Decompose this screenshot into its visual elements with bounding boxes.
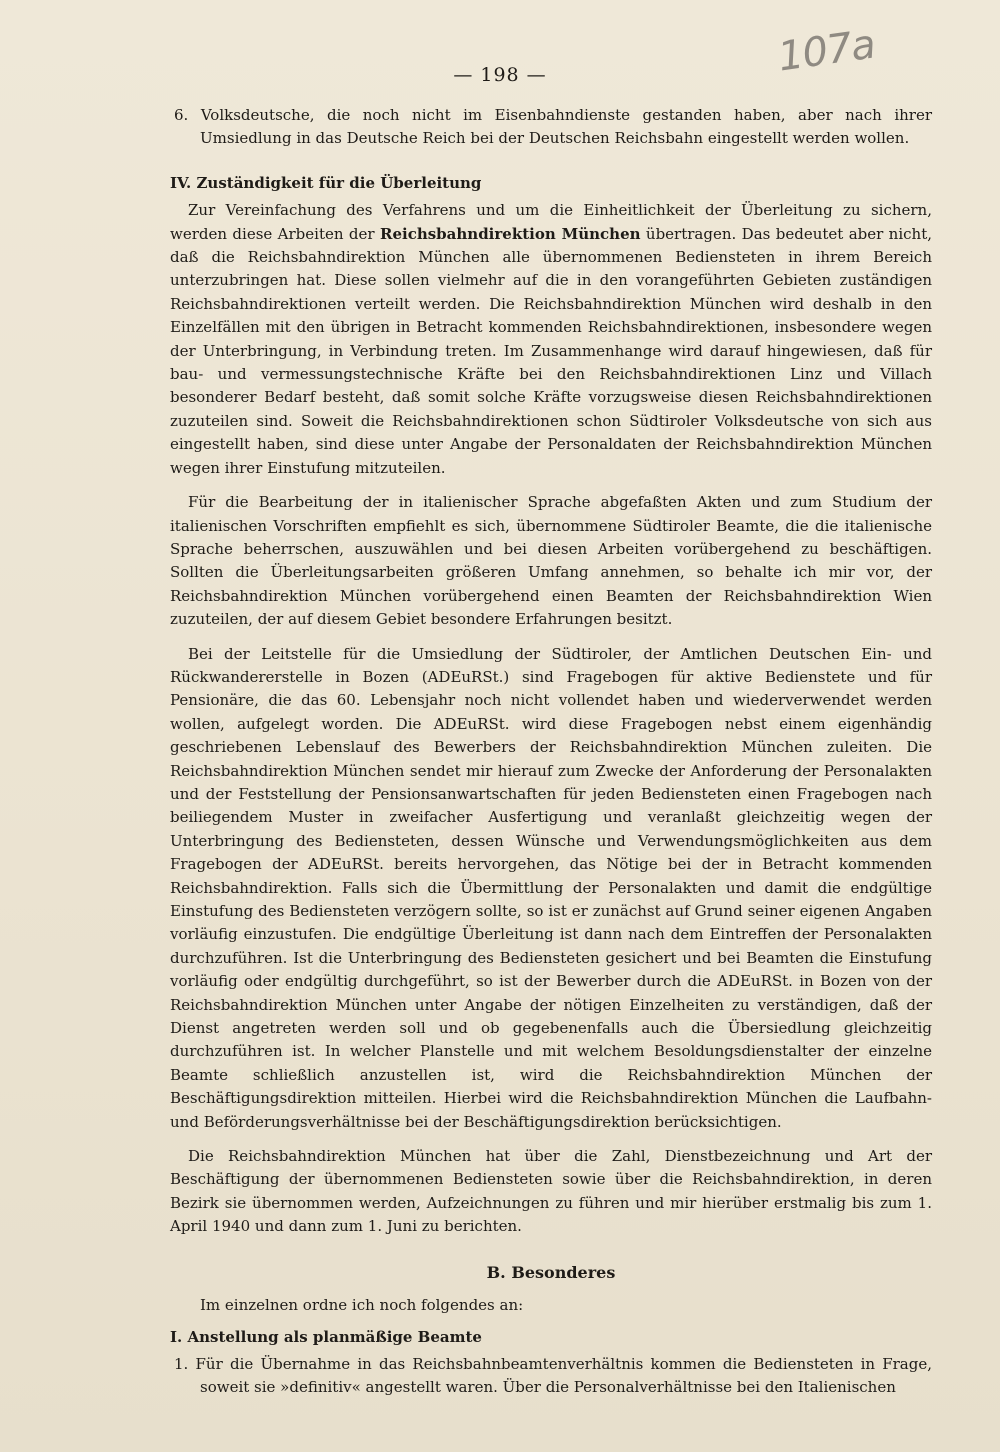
emphasized-term: Reichsbahndirektion München bbox=[379, 224, 641, 243]
page-body bbox=[170, 104, 932, 1400]
list-item-6: 6. Volksdeutsche, die noch nicht im Eisenbahndienste gestanden haben, aber nach ihrer Umsiedlung in das Deutsche Reich bei der Deutschen Reichsbahn eingestellt werden wollen. bbox=[174, 106, 932, 148]
subsection-heading: I. Anstellung als planmäßige Beamte bbox=[170, 1327, 482, 1346]
paragraph-text: Zur Vereinfachung des Verfahrens und um die Einheitlichkeit der Überleitung zu sichern, werden diese Arbeiten der bbox=[170, 201, 932, 243]
paragraph-text: übertragen. Das bedeutet aber nicht, daß die Reichsbahndirektion München alle übernommenen Bediensteten in ihrem Bereich unterzubringen hat. Diese sollen vielmehr auf die in den vorangeführten Gebieten zuständigen Reichsbahndirektionen verteilt werden. Die Reichsbahndirektion München wird deshalb in den Einzelfällen mit den übrigen in Betracht kommenden Reichsbahndirektionen, insbesondere wegen der Unterbringung, in Verbindung treten. Im Zusammenhange wird darauf hingewiesen, daß für bau- und vermessungstechnische Kräfte bei den Reichsbahndirektionen Linz und Villach besonderer Bedarf besteht, daß somit solche Kräfte vorzugsweise diesen Reichsbahndirektionen zuzuteilen sind. Soweit die Reichsbahndirektionen schon Südtiroler Volksdeutsche von sich aus eingestellt haben, sind diese unter Angabe der Personaldaten der Reichsbahndirektion München wegen ihrer Einstufung mitzuteilen. bbox=[170, 224, 932, 477]
section-b-heading: B. Besonderes bbox=[486, 1262, 616, 1282]
paragraph: Bei der Leitstelle für die Umsiedlung der Südtiroler, der Amtlichen Deutschen Ein- und Rückwandererstelle in Bozen (ADEuRSt.) sind Fragebogen für aktive Bedienstete und für Pensionäre, die das 60. Lebensjahr noch nicht vollendet haben und wiederverwendet werden wollen, aufgelegt worden. Die ADEuRSt. wird diese Fragebogen nebst einem eigenhändig geschriebenen Lebenslauf des Bewerbers der Reichsbahndirektion München zuleiten. Die Reichsbahndirektion München sendet mir hierauf zum Zwecke der Anforderung der Personalakten und der Feststellung der Pensionsanwartschaften für jeden Bediensteten einen Fragebogen nach beiliegendem Muster in zweifacher Ausfertigung und veranlaßt gleichzeitig wegen der Unterbringung des Bediensteten, dessen Wünsche und Verwendungsmöglichkeiten aus dem Fragebogen der ADEuRSt. bereits hervorgehen, das Nötige bei der in Betracht kommenden Reichsbahndirektion. Falls sich die Übermittlung der Personalakten und damit die endgültige Einstufung des Bediensteten verzögern sollte, so ist er zunächst auf Grund seiner eigenen Angaben vorläufig einzustufen. Die endgültige Überleitung ist dann nach dem Eintreffen der Personalakten durchzuführen. Ist die Unterbringung des Bediensteten gesichert und bei Beamten die Einstufung vorläufig oder endgültig durchgeführt, so ist der Bewerber durch die ADEuRSt. in Bozen von der Reichsbahndirektion München unter Angabe der nötigen Einzelheiten zu verständigen, daß der Dienst angetreten werden soll und ob gegebenenfalls auch die Übersiedlung gleichzeitig durchzuführen ist. In welcher Planstelle und mit welchem Besoldungsdienstalter der einzelne Beamte schließlich anzustellen ist, wird die Reichsbahndirektion München der Beschäftigungsdirektion mitteilen. Hierbei wird die Reichsbahndirektion München die Laufbahn- und Beförderungsverhältnisse bei der Beschäftigungsdirektion berücksichtigen. bbox=[170, 644, 932, 1131]
page-number: — 198 — bbox=[453, 64, 547, 86]
paragraph: Die Reichsbahndirektion München hat über die Zahl, Dienstbezeichnung und Art der Beschäftigung der übernommenen Bediensteten sowie über die Reichsbahndirektion, in deren Bezirk sie übernommen werden, Aufzeichnungen zu führen und mir hierüber erstmalig bis zum 1. April 1940 und dann zum 1. Juni zu berichten. bbox=[170, 1147, 932, 1236]
section-intro: Im einzelnen ordne ich noch folgendes an: bbox=[200, 1296, 524, 1315]
handwritten-archive-mark: 107a bbox=[775, 21, 878, 81]
paragraph bbox=[170, 199, 932, 480]
paragraph: Für die Bearbeitung der in italienischer Sprache abgefaßten Akten und zum Studium der italienischen Vorschriften empfiehlt es sich, übernommene Südtiroler Beamte, die die italienische Sprache beherrschen, auszuwählen und bei diesen Arbeiten vorübergehend zu beschäftigen. Sollten die Überleitungsarbeiten größeren Umfang annehmen, so behalte ich mir vor, der Reichsbahndirektion München vorübergehend einen Beamten der Reichsbahndirektion Wien zuzuteilen, der auf diesem Gebiet besondere Erfahrungen besitzt. bbox=[170, 493, 932, 629]
section-iv-heading: IV. Zuständigkeit für die Überleitung bbox=[170, 173, 482, 192]
list-item-1: 1. Für die Übernahme in das Reichsbahnbeamtenverhältnis kommen die Bediensteten in Frage, soweit sie »definitiv« angestellt waren. Über die Personalverhältnisse bei den Italienischen bbox=[174, 1354, 932, 1397]
